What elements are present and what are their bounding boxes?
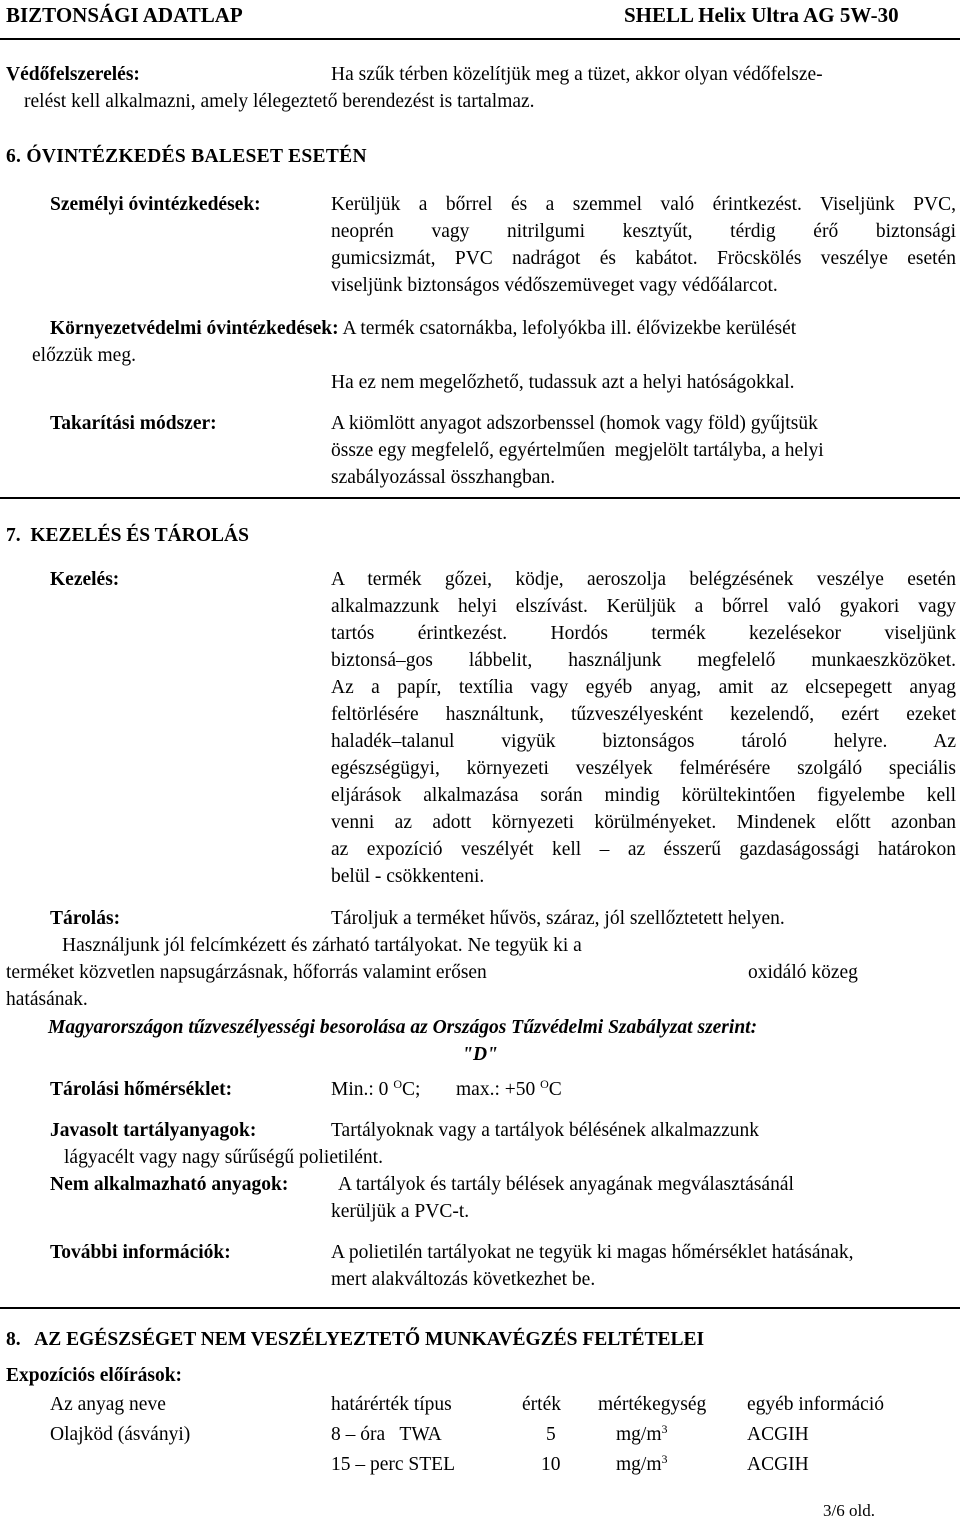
storage-temp-max-unit: C bbox=[548, 1079, 562, 1100]
unit-text: mg/m bbox=[616, 1424, 662, 1445]
storage-temp-min-text: Min.: 0 bbox=[331, 1079, 394, 1100]
recommended-line1: Tartályoknak vagy a tartályok bélésének alkalmazzunk bbox=[331, 1120, 759, 1141]
cell-type: 15 – perc STEL bbox=[331, 1454, 456, 1475]
environmental-label: Környezetvédelmi óvintézkedések: bbox=[50, 318, 339, 339]
handling-line: biztonsá–gos lábbelit, használjunk megfelelő munkaeszközöket. bbox=[331, 650, 956, 671]
unit-exponent: 3 bbox=[661, 1452, 668, 1466]
storage-temp-min bbox=[331, 1076, 420, 1103]
fire-class-line1: Magyarországon tűzveszélyességi besorolása az Országos Tűzvédelmi Szabályzat szerint: bbox=[48, 1017, 758, 1038]
handling-line: belül - csökkenteni. bbox=[331, 866, 485, 887]
fire-class-line2: "D" bbox=[462, 1044, 498, 1065]
further-line1: A polietilén tartályokat ne tegyük ki magas hőmérséklet hatásának, bbox=[331, 1242, 854, 1263]
col-header-info: egyéb információ bbox=[747, 1394, 884, 1415]
further-label: További információk: bbox=[50, 1242, 231, 1263]
cleaning-text bbox=[331, 410, 931, 491]
environmental-text3: Ha ez nem megelőzhető, tudassuk azt a helyi hatóságokkal. bbox=[331, 372, 795, 393]
col-header-name: Az anyag neve bbox=[50, 1394, 166, 1415]
degree-mark: O bbox=[393, 1077, 402, 1091]
storage-temp-max-text: max.: +50 bbox=[456, 1079, 541, 1100]
col-header-value: érték bbox=[522, 1394, 561, 1415]
handling-line: haladék–talanul vigyük biztonságos tároló helyre. Az bbox=[331, 731, 956, 752]
storage-line1: Tároljuk a terméket hűvös, száraz, jól szellőztetett helyen. bbox=[331, 908, 785, 929]
unsuitable-line2: kerüljük a PVC-t. bbox=[331, 1201, 470, 1222]
personal-text bbox=[331, 191, 956, 299]
exposure-label: Expozíciós előírások: bbox=[6, 1365, 183, 1386]
recommended-line2: lágyacélt vagy nagy sűrűségű polietilént. bbox=[64, 1147, 383, 1168]
storage-line2: Használjunk jól felcímkézett és zárható tartályokat. Ne tegyük ki a bbox=[62, 935, 582, 956]
section6-title: 6. ÓVINTÉZKEDÉS BALESET ESETÉN bbox=[6, 146, 367, 167]
handling-line: feltörlésére használtunk, tűzveszélyesként kezelendő, ezért ezeket bbox=[331, 704, 956, 725]
cell-name: Olajköd (ásványi) bbox=[50, 1424, 191, 1445]
cleaning-line: A kiömlött anyagot adszorbenssel (homok vagy föld) gyűjtsük bbox=[331, 413, 818, 434]
storage-temp-max bbox=[456, 1076, 562, 1103]
handling-line: tartós érintkezést. Hordós termék kezelésekor viseljünk bbox=[331, 623, 956, 644]
handling-line: Az a papír, textília vagy egyéb anyag, amit az elcsepegett anyag bbox=[331, 677, 956, 698]
environmental-text1: A termék csatornákba, lefolyókba ill. élővizekbe kerülését bbox=[342, 318, 797, 339]
storage-temp-label: Tárolási hőmérséklet: bbox=[50, 1079, 233, 1100]
handling-line: az expozíció veszélyét kell – az ésszerű gazdaságossági határokon bbox=[331, 839, 956, 860]
protective-text-line2: relést kell alkalmazni, amely lélegeztető berendezést is tartalmaz. bbox=[24, 91, 535, 112]
header-product: SHELL Helix Ultra AG 5W-30 bbox=[624, 3, 899, 27]
unsuitable-line1: A tartályok és tartály bélések anyagának megválasztásánál bbox=[338, 1174, 794, 1195]
handling-line: eljárások alkalmazása során mindig körültekintően figyelembe kell bbox=[331, 785, 956, 806]
personal-line: viseljünk biztonságos védőszemüveget vagy védőálarcot. bbox=[331, 275, 778, 296]
handling-line: A termék gőzei, ködje, aeroszolja belégzésének veszélye esetén bbox=[331, 569, 956, 590]
protective-label: Védőfelszerelés: bbox=[6, 64, 140, 85]
storage-line3b: oxidáló közeg bbox=[748, 962, 858, 983]
section8-title: 8. AZ EGÉSZSÉGET NEM VESZÉLYEZTETŐ MUNKAVÉGZÉS FELTÉTELEI bbox=[6, 1329, 705, 1350]
personal-label: Személyi óvintézkedések: bbox=[50, 194, 261, 215]
header-title: BIZTONSÁGI ADATLAP bbox=[6, 3, 243, 27]
protective-text-line1: Ha szűk térben közelítjük meg a tüzet, akkor olyan védőfelsze- bbox=[331, 64, 823, 85]
header-divider bbox=[0, 38, 960, 40]
cleaning-line: szabályozással összhangban. bbox=[331, 467, 556, 488]
personal-line: gumicsizmát, PVC nadrágot és kabátot. Fröcskölés veszélye esetén bbox=[331, 248, 956, 269]
storage-line3a: terméket közvetlen napsugárzásnak, hőforrás valamint erősen bbox=[6, 962, 487, 983]
handling-line: venni az adott környezeti körülményeket. Mindenek előtt azonban bbox=[331, 812, 956, 833]
handling-line: egészségügyi, környezeti veszélyek felmérésére szolgáló speciális bbox=[331, 758, 956, 779]
handling-label: Kezelés: bbox=[50, 569, 120, 590]
cell-type: 8 – óra TWA bbox=[331, 1424, 442, 1445]
degree-mark: O bbox=[540, 1077, 549, 1091]
recommended-label: Javasolt tartályanyagok: bbox=[50, 1120, 257, 1141]
further-line2: mert alakváltozás következhet be. bbox=[331, 1269, 596, 1290]
personal-line: neoprén vagy nitrilgumi kesztyűt, térdig érő biztonsági bbox=[331, 221, 956, 242]
page-number: 3/6 old. bbox=[823, 1501, 875, 1520]
cell-value: 5 bbox=[546, 1424, 556, 1445]
cell-value: 10 bbox=[541, 1454, 561, 1475]
cell-info: ACGIH bbox=[747, 1454, 809, 1475]
section6-divider bbox=[0, 497, 960, 499]
handling-text bbox=[331, 566, 956, 890]
section7-divider bbox=[0, 1307, 960, 1309]
cleaning-label: Takarítási módszer: bbox=[50, 413, 217, 434]
cleaning-line: össze egy megfelelő, egyértelműen megjelölt tartályba, a helyi bbox=[331, 440, 824, 461]
storage-label: Tárolás: bbox=[50, 908, 121, 929]
col-header-type: határérték típus bbox=[331, 1394, 452, 1415]
handling-line: alkalmazzunk helyi elszívást. Kerüljük a bőrrel való gyakori vagy bbox=[331, 596, 956, 617]
unit-text: mg/m bbox=[616, 1454, 662, 1475]
cell-unit bbox=[616, 1451, 668, 1478]
col-header-unit: mértékegység bbox=[598, 1394, 707, 1415]
cell-info: ACGIH bbox=[747, 1424, 809, 1445]
environmental-row bbox=[50, 315, 796, 342]
environmental-text2: előzzük meg. bbox=[32, 345, 136, 366]
storage-temp-min-unit: C; bbox=[401, 1079, 421, 1100]
section7-title: 7. KEZELÉS ÉS TÁROLÁS bbox=[6, 525, 249, 546]
unsuitable-label: Nem alkalmazható anyagok: bbox=[50, 1174, 289, 1195]
cell-unit bbox=[616, 1421, 668, 1448]
storage-line4: hatásának. bbox=[6, 989, 88, 1010]
personal-line: Kerüljük a bőrrel és a szemmel való érintkezést. Viseljünk PVC, bbox=[331, 194, 956, 215]
unit-exponent: 3 bbox=[661, 1422, 668, 1436]
